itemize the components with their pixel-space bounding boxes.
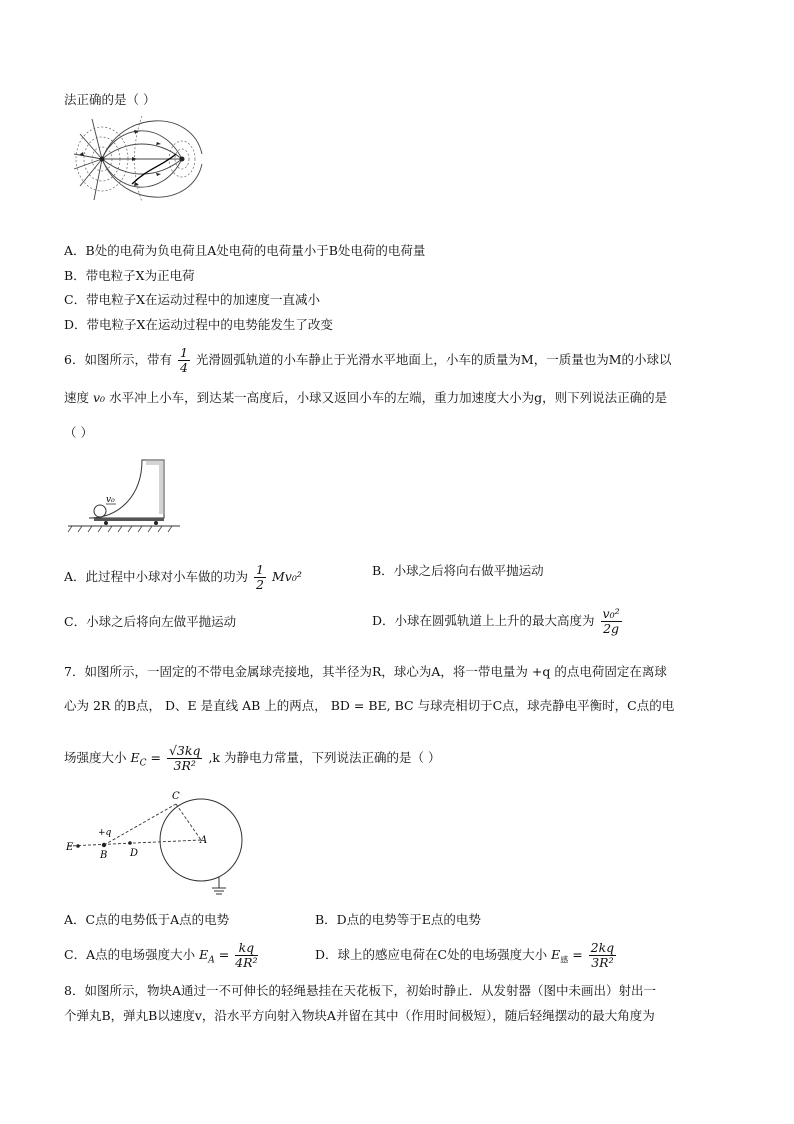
q6-stem-line1	[64, 346, 672, 375]
q7-ec-symbol: E	[130, 750, 140, 765]
q6-option-a-fraction	[254, 563, 266, 592]
q6-text-b: 光滑圆弧轨道的小车静止于光滑水平地面上，小车的质量为M，一质量也为M的小球以	[195, 352, 672, 367]
q7-option-c-text: C．A点的电场强度大小	[64, 947, 196, 962]
q7-ec-num: √3kq	[168, 743, 201, 758]
q7-option-d: D．球上的感应电荷在C处的电场强度大小 $E_感$ = $\frac{2kq}{\text{3R²}}$	[315, 940, 615, 970]
q7-d-num: 2kq	[590, 940, 615, 955]
q6-a-num: 1	[256, 562, 264, 577]
q7-stem-line1: 7．如图所示，一固定的不带电金属球壳接地，其半径为R，球心为A，将一带电量为 +q 的点电荷固定在离球	[64, 664, 667, 679]
q5-option-c: C．带电粒子X在运动过程中的加速度一直减小	[64, 292, 320, 307]
q7-text-b: ,k 为静电力常量，下列说法正确的是（ ）	[208, 750, 441, 765]
q7-label-e: E	[66, 842, 74, 853]
q6-option-c: C．小球之后将向左做平抛运动	[64, 614, 237, 629]
q7-option-a: A．C点的电势低于A点的电势	[64, 912, 230, 927]
q7-option-c-fraction	[235, 941, 257, 970]
q6-d-den: 2g	[603, 621, 620, 636]
q6-frac-den: 4	[179, 360, 188, 375]
q7-option-d-text: D．球上的感应电荷在C处的电场强度大小	[315, 947, 548, 962]
q6-option-d	[372, 607, 624, 636]
q7-label-c: C	[172, 791, 180, 802]
q6-text-d: 水平冲上小车，到达某一高度后，小球又返回小车的左端，重力加速度大小为g，则下列说法正确的是	[109, 390, 668, 405]
q5-option-a: A．B处的电荷为负电荷且A处电荷的电荷量小于B处电荷的电荷量	[64, 243, 426, 258]
q6-a-den: 2	[256, 577, 264, 592]
q7-label-a: A	[200, 835, 208, 846]
q7-option-d-fraction	[589, 941, 617, 970]
q7-c-den: 4R²	[235, 955, 258, 970]
q6-text-a: 6．如图所示，带有	[64, 352, 172, 367]
q7-stem-line2: 心为 2R 的B点， D、E 是直线 AB 上的两点， BD = BE, BC 与球壳相切于C点，球壳静电平衡时，C点的电	[64, 698, 675, 713]
q6-frac-num: 1	[179, 345, 188, 360]
q6-cart-figure	[64, 456, 184, 536]
q6-option-a-expr: Mv₀²	[271, 569, 302, 584]
q6-option-d-fraction	[601, 607, 622, 636]
q6-v0: v₀	[93, 390, 106, 405]
q6-option-d-text: D．小球在圆弧轨道上上升的最大高度为	[372, 613, 595, 628]
q6-stem-line3: （ ）	[64, 425, 93, 440]
q8-stem-line1: 8．如图所示，物块A通过一不可伸长的轻绳悬挂在天花板下，初始时静止．从发射器（图中未画出）射出一	[64, 983, 656, 998]
q7-option-d-e: E	[551, 947, 561, 962]
q7-label-d: D	[130, 848, 139, 859]
q7-option-c: C．A点的电场强度大小 $E_A$ = $\frac{kq}{\text{4R²}}$	[64, 940, 258, 970]
q7-option-c-sub: A	[208, 955, 215, 966]
q6-text-c: 速度	[64, 390, 90, 405]
q7-ec-sub: C	[139, 758, 147, 769]
q6-quarter-fraction	[178, 346, 190, 375]
q8-stem-line2: 个弹丸B，弹丸B以速度v，沿水平方向射入物块A并留在其中（作用时间极短），随后轻绳摆动的最大角度为	[64, 1008, 655, 1023]
q6-option-a	[64, 563, 302, 592]
q7-option-d-sub: 感	[560, 955, 569, 965]
q7-sphere-figure	[64, 788, 254, 900]
q7-label-q: +q	[98, 828, 112, 838]
q7-ec-fraction	[167, 744, 203, 773]
q7-d-den: 3R²	[591, 955, 614, 970]
q5-option-b: B．带电粒子X为正电荷	[64, 268, 195, 283]
q5-field-lines-figure	[72, 114, 208, 204]
q7-eq: =	[150, 750, 161, 765]
q6-d-num: v₀²	[602, 606, 620, 621]
q7-option-b: B．D点的电势等于E点的电势	[315, 912, 481, 927]
q6-option-a-text: A．此过程中小球对小车做的功为	[64, 569, 249, 584]
q7-c-num: kq	[235, 941, 257, 956]
q6-fig-v0-label: v₀	[106, 495, 115, 505]
q7-label-b: B	[100, 850, 108, 861]
q5-option-d: D．带电粒子X在运动过程中的电势能发生了改变	[64, 317, 333, 332]
q6-option-b: B．小球之后将向右做平抛运动	[372, 563, 544, 578]
q7-option-c-e: E	[199, 947, 209, 962]
q7-stem-line3	[64, 744, 440, 773]
q6-stem-line2	[64, 390, 667, 406]
q5-question-tail: 法正确的是（ ）	[64, 92, 156, 107]
q7-ec-den: 3R²	[173, 758, 196, 773]
q7-text-a: 场强度大小	[64, 750, 127, 765]
